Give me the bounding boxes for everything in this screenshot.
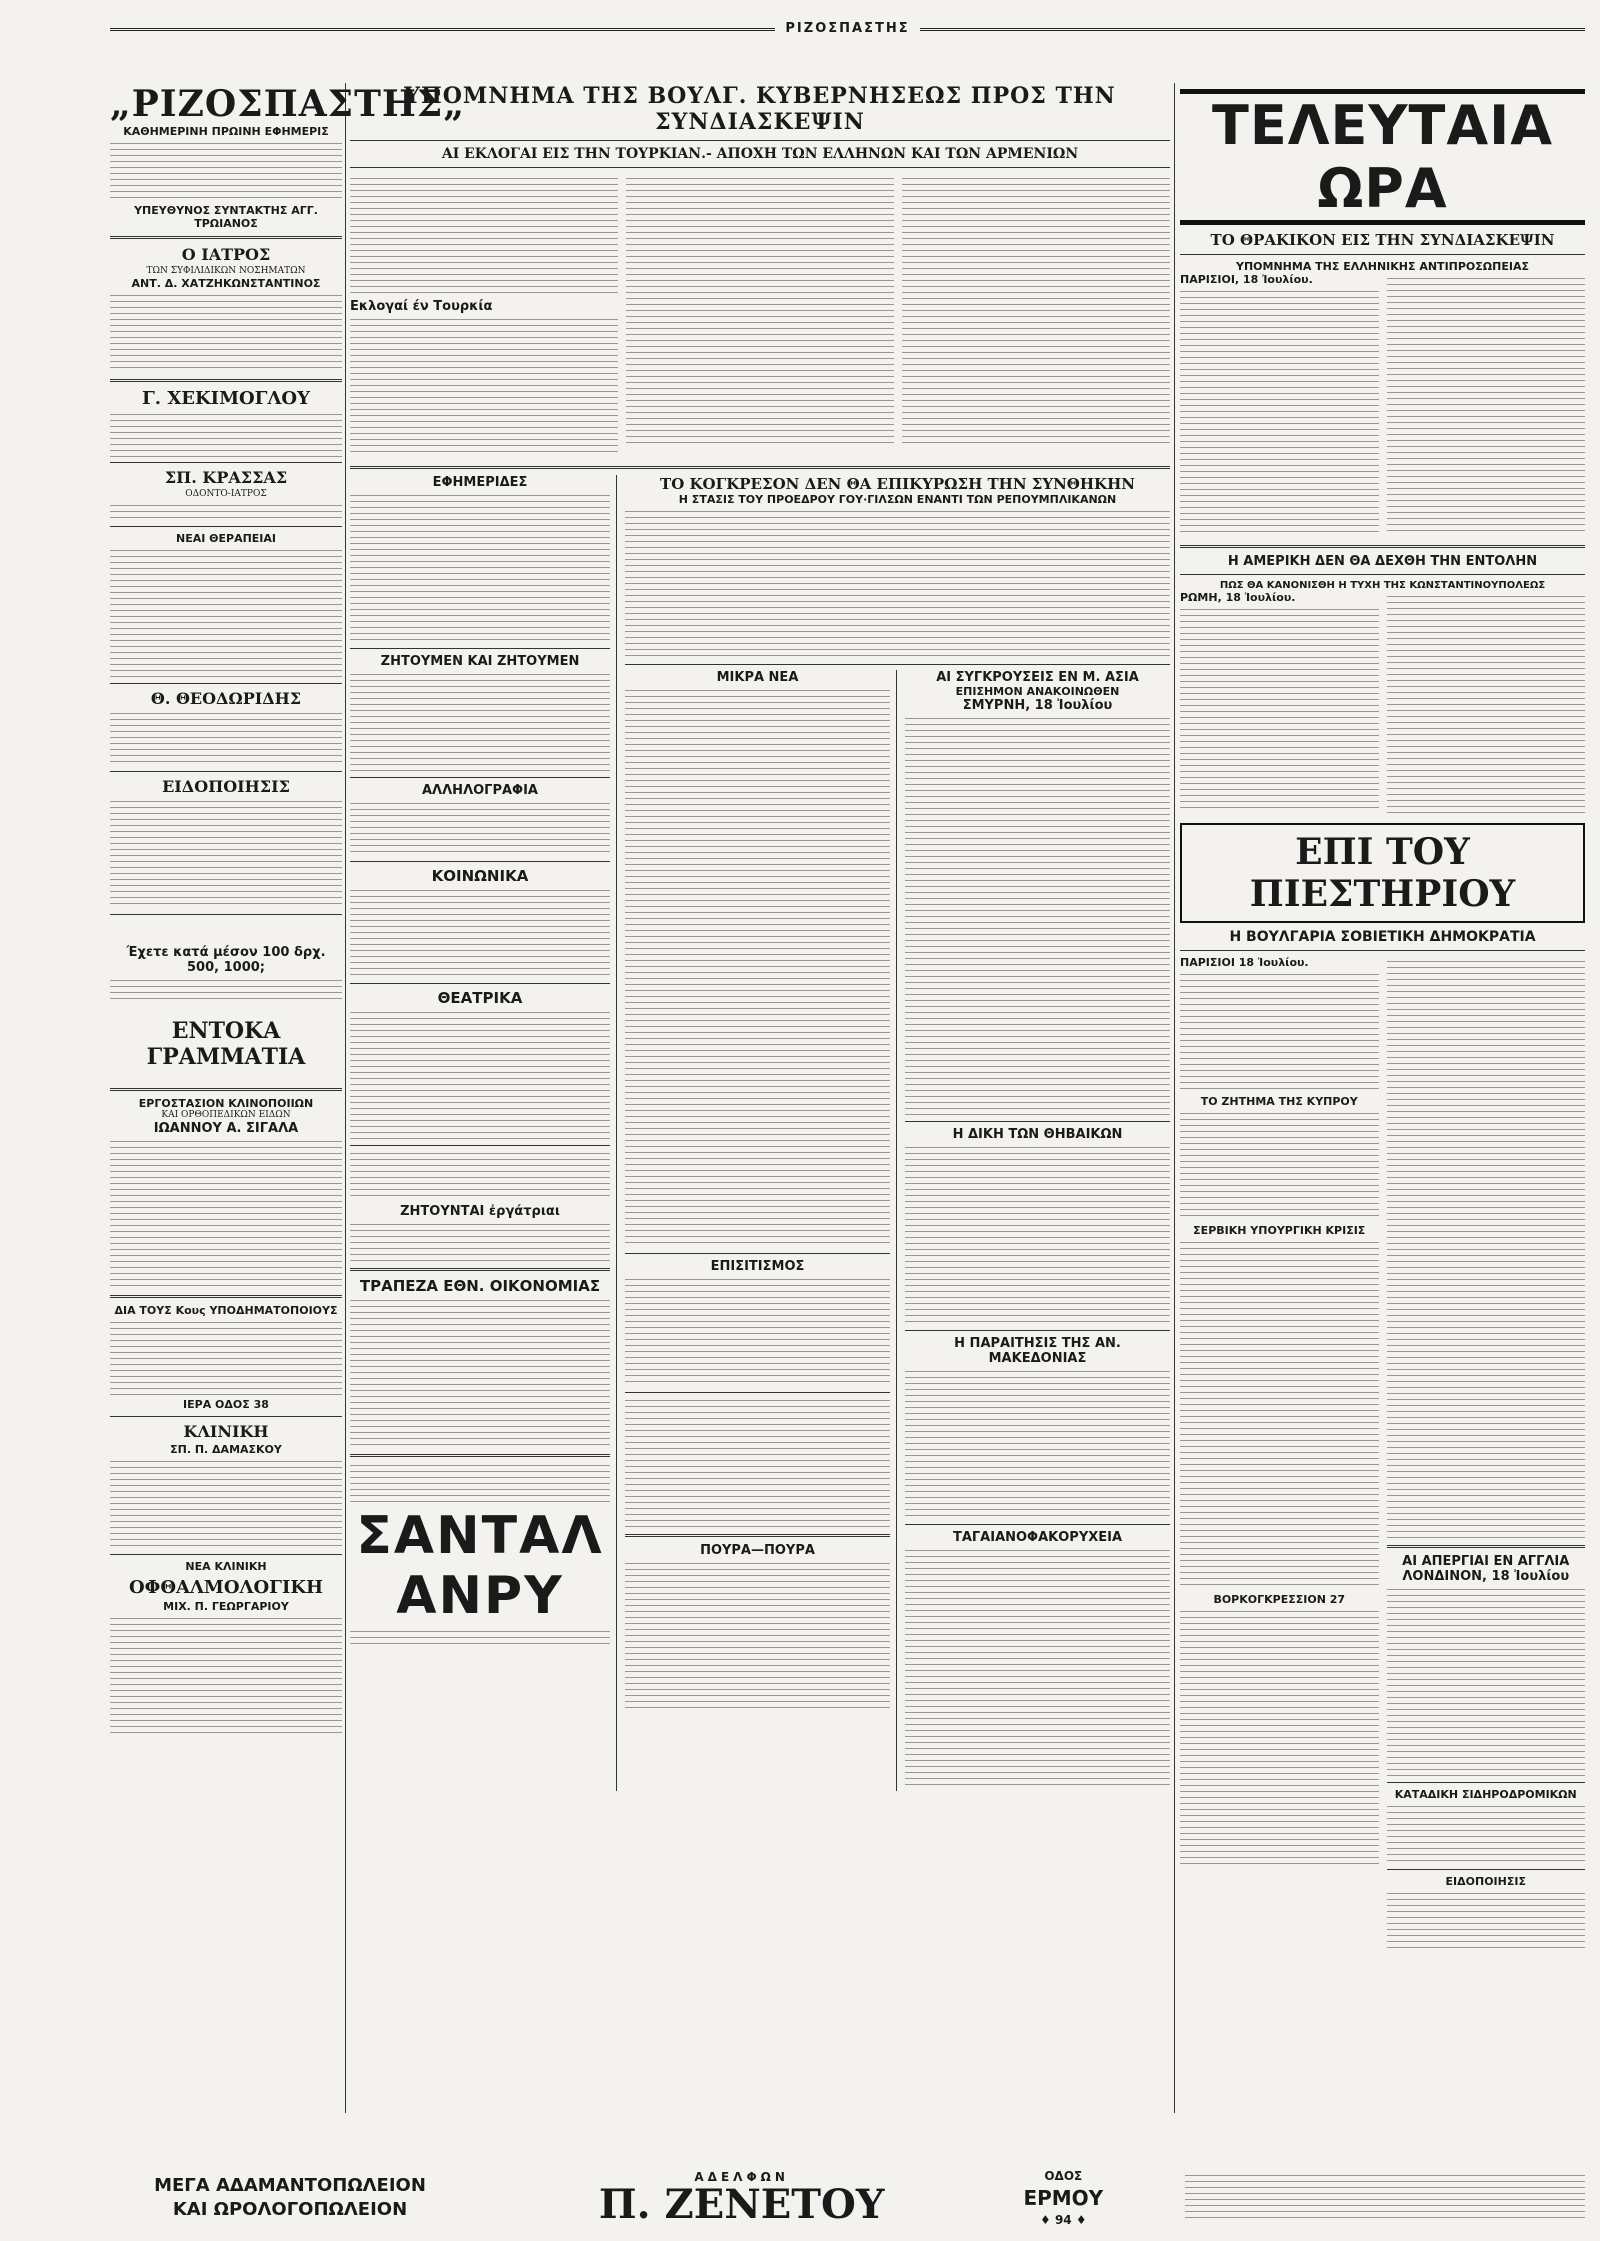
apergiai-headline: ΑΙ ΑΠΕΡΓΙΑΙ ΕΝ ΑΓΓΛΙΑ <box>1402 1554 1570 1569</box>
parisioi-dateline: ΠΑΡΙΣΙΟΙ, 18 Ἰουλίου. <box>1180 273 1313 286</box>
diki-heading: Η ΔΙΚΗ ΤΩΝ ΘΗΒΑΙΚΩΝ <box>952 1127 1123 1142</box>
text-block <box>902 176 1170 446</box>
kogkresso-headline: ΤΟ ΚΟΓΚΡΕΣΟΝ ΔΕΝ ΘΑ ΕΠΙΚΥΡΩΣΗ ΤΗΝ ΣΥΝΘΗΚΗΝ <box>660 475 1135 493</box>
text-block <box>625 1561 890 1711</box>
ergostasion-title: ΕΡΓΟΣΤΑΣΙΟΝ ΚΛΙΝΟΠΟΙΙΩΝ <box>138 1097 314 1110</box>
right-split-3 <box>1180 956 1585 1954</box>
ofthalmologiki: ΟΦΘΑΛΜΟΛΟΓΙΚΗ <box>128 1577 324 1598</box>
makedonias-heading: Η ΠΑΡΑΙΤΗΣΙΣ ΤΗΣ ΑΝ. ΜΑΚΕΔΟΝΙΑΣ <box>954 1336 1121 1366</box>
konst-sub: ΠΩΣ ΘΑ ΚΑΝΟΝΙΣΘΗ Η ΤΥΧΗ ΤΗΣ ΚΩΝΣΤΑΝΤΙΝΟΥΠΟΛΕΩΣ <box>1219 580 1546 591</box>
text-block <box>110 412 342 457</box>
text-block <box>1387 959 1586 1539</box>
text-block <box>350 317 618 457</box>
footer-left <box>110 2174 470 2222</box>
right-split-1 <box>1180 273 1585 539</box>
iera-odos: ΙΕΡΑ ΟΔΟΣ 38 <box>183 1398 269 1411</box>
katadiki-heading: ΚΑΤΑΔΙΚΗ ΣΙΔΗΡΟΔΡΟΜΙΚΩΝ <box>1394 1788 1577 1801</box>
text-block <box>1180 1609 1379 1869</box>
text-block <box>1387 276 1586 536</box>
text-block <box>1387 1891 1586 1951</box>
text-block <box>1180 1240 1379 1590</box>
text-block <box>905 1548 1170 1788</box>
text-block <box>350 1298 610 1448</box>
allilografia-heading: ΑΛΛΗΛΟΓΡΑΦΙΑ <box>422 783 538 798</box>
footer-right-text <box>1185 2170 1585 2226</box>
footer-left-line1: ΜΕΓΑ ΑΔΑΜΑΝΤΟΠΩΛΕΙΟΝ <box>154 2175 426 2196</box>
text-block <box>110 711 342 766</box>
text-block <box>110 1616 342 1736</box>
ekloges-subhead: Εκλογαί έν Τουρκία <box>350 299 493 314</box>
entoka-lead: Έχετε κατά μέσον 100 δρχ. 500, 1000; <box>126 945 326 975</box>
text-block <box>1387 1587 1586 1777</box>
text-block <box>110 978 342 1000</box>
lower-center <box>350 475 1170 1791</box>
text-block <box>1387 1804 1586 1864</box>
anry-ad: ΑΝΡΥ <box>396 1566 564 1626</box>
doctor-sub: ΤΩΝ ΣΥΦΙΛΙΔΙΚΩΝ ΝΟΣΗΜΑΤΩΝ <box>146 266 306 276</box>
londinon-dateline: ΛΟΝΔΙΝΟΝ, 18 Ἰουλίου <box>1402 1569 1570 1584</box>
right-eidopoiisis: ΕΙΔΟΠΟΙΗΣΙΣ <box>1445 1875 1526 1888</box>
ypomnima-sub: ΥΠΟΜΝΗΜΑ ΤΗΣ ΕΛΛΗΝΙΚΗΣ ΑΝΤΙΠΡΟΣΩΠΕΙΑΣ <box>1236 260 1529 273</box>
footer-odos-label: ΟΔΟΣ <box>1044 2169 1083 2183</box>
text-block <box>110 141 342 201</box>
trapeza-heading: ΤΡΑΠΕΖΑ ΕΘΝ. ΟΙΚΟΝΟΜΙΑΣ <box>359 1277 601 1295</box>
footer-number: ♦ 94 ♦ <box>1040 2213 1087 2227</box>
kliniki-name: ΣΠ. Π. ΔΑΜΑΣΚΟΥ <box>170 1443 282 1456</box>
zitountai-heading: ΖΗΤΟΥΝΤΑΙ ἐργάτριαι <box>400 1204 560 1219</box>
footer-adelfon: ΑΔΕΛΦΩΝ <box>694 2170 789 2184</box>
mich-georgariou: ΜΙΧ. Π. ΓΕΩΡΓΑΡΙΟΥ <box>163 1600 289 1613</box>
center-section <box>350 83 1170 2108</box>
footer-middle <box>542 2170 942 2226</box>
text-block <box>350 176 618 296</box>
thrakikon-headline: ΤΟ ΘΡΑΚΙΚΟΝ ΕΙΣ ΤΗΝ ΣΥΝΔΙΑΣΚΕΨΙΝ <box>1210 231 1555 249</box>
parisioi-dateline-2: ΠΑΡΙΣΙΟΙ 18 Ἰουλίου. <box>1180 956 1309 969</box>
masthead-title: „ΡΙΖΟΣΠΑΣΤΗΣ„ <box>110 83 466 125</box>
kogkresso-27: ΒΟΡΚΟΓΚΡΕΣΣΙΟΝ 27 <box>1213 1593 1346 1606</box>
right-column <box>1180 83 1585 2108</box>
text-block <box>1387 594 1586 814</box>
masthead-subtitle: ΚΑΘΗΜΕΡΙΝΗ ΠΡΩΙΝΗ ΕΦΗΜΕΡΙΣ <box>123 125 329 138</box>
right-split-2 <box>1180 591 1585 817</box>
ypodimatopoious-heading: ΔΙΑ ΤΟΥΣ Κους ΥΠΟΔΗΜΑΤΟΠΟΙΟΥΣ <box>114 1304 338 1317</box>
text-block <box>1180 1111 1379 1221</box>
running-head: ΡΙΖΟΣΠΑΣΤΗΣ <box>110 21 1585 36</box>
koinonika-heading: ΚΟΙΝΩΝΙΚΑ <box>431 867 529 885</box>
eidopoiisis-heading: ΕΙΔΟΠΟΙΗΣΙΣ <box>162 777 290 796</box>
text-block <box>1185 2173 1585 2223</box>
entoka-grammatia: ΕΝΤΟΚΑ ΓΡΑΜΜΑΤΙΑ <box>146 1018 306 1070</box>
zitima-kyprou: ΤΟ ΖΗΤΗΜΑ ΤΗΣ ΚΥΠΡΟΥ <box>1200 1095 1358 1108</box>
column-rule <box>1174 83 1175 2113</box>
mid-split <box>625 670 1170 1791</box>
text-block <box>350 672 610 772</box>
text-block <box>625 1398 890 1528</box>
text-block <box>1180 607 1379 812</box>
editor-line: ΥΠΕΥΘΥΝΟΣ ΣΥΝΤΑΚΤΗΣ ΑΓΓ. ΤΡΩΙΑΝΟΣ <box>134 204 318 230</box>
tagaiano-heading: ΤΑΓΑΙΑΝΟΦΑΚΟΡΥΧΕΙΑ <box>952 1530 1123 1545</box>
text-block <box>905 716 1170 1116</box>
footer-zenetou: Π. ΖΕΝΕΤΟΥ <box>598 2181 885 2228</box>
smyrni-dateline: ΣΜΥΡΝΗ, 18 Ἰουλίου <box>962 698 1113 713</box>
ergostasion-name: ΙΩΑΝΝΟΥ Α. ΣΙΓΑΛΑ <box>153 1121 299 1136</box>
column-rule <box>345 83 346 2113</box>
text-block <box>110 799 342 909</box>
krassas-sub: ΟΔΟΝΤΟ-ΙΑΤΡΟΣ <box>185 489 267 499</box>
nees-therapeiai: ΝΕΑΙ ΘΕΡΑΠΕΙΑΙ <box>175 532 276 545</box>
text-block <box>625 509 1170 659</box>
text-block <box>350 888 610 978</box>
text-block <box>905 1369 1170 1519</box>
main-headline: ΥΠΟΜΝΗΜΑ ΤΗΣ ΒΟΥΛΓ. ΚΥΒΕΡΝΗΣΕΩΣ ΠΡΟΣ ΤΗΝ ΣΥΝΔΙΑΣΚΕΨΙΝ <box>404 83 1116 135</box>
main-subheadline: ΑΙ ΕΚΛΟΓΑΙ ΕΙΣ ΤΗΝ ΤΟΥΡΚΙΑΝ.- ΑΠΟΧΗ ΤΩΝ ΕΛΛΗΝΩΝ ΚΑΙ ΤΩΝ ΑΡΜΕΝΙΩΝ <box>441 146 1079 162</box>
ergostasion-sub: ΚΑΙ ΟΡΘΟΠΕΔΙΚΩΝ ΕΙΔΩΝ <box>161 1110 291 1120</box>
theatrika-heading: ΘΕΑΤΡΙΚΑ <box>437 989 523 1007</box>
kogkresso-sub: Η ΣΤΑΣΙΣ ΤΟΥ ΠΡΟΕΔΡΟΥ ΓΟΥ·ΓΙΛΣΩΝ ΕΝΑΝΤΙ ΤΩΝ ΡΕΠΟΥΜΠΛΙΚΑΝΩΝ <box>678 493 1117 506</box>
amerikh-headline: Η ΑΜΕΡΙΚΗ ΔΕΝ ΘΑ ΔΕΧΘΗ ΤΗΝ ΕΝΤΟΛΗΝ <box>1227 554 1538 569</box>
text-block <box>905 1145 1170 1325</box>
doctor-name: ΑΝΤ. Δ. ΧΑΤΖΗΚΩΝΣΤΑΝΤΙΝΟΣ <box>131 277 321 290</box>
serviki-krisis: ΣΕΡΒΙΚΗ ΥΠΟΥΡΓΙΚΗ ΚΡΙΣΙΣ <box>1193 1224 1366 1237</box>
headline-columns <box>350 173 1170 460</box>
santal-ad: ΣΑΝΤΑΛ <box>356 1506 604 1566</box>
footer-ad <box>110 2168 1585 2228</box>
episitismos-heading: ΕΠΙΣΙΤΙΣΜΟΣ <box>710 1259 805 1274</box>
text-block <box>350 493 610 643</box>
page-frame <box>110 21 1585 2171</box>
text-block <box>350 1222 610 1262</box>
text-block <box>1180 972 1379 1092</box>
footer-ermou: ΕΡΜΟΥ <box>1023 2186 1104 2210</box>
text-block <box>110 1320 342 1395</box>
voulgaria-headline: Η ΒΟΥΛΓΑΡΙΑ ΣΟΒΙΕΤΙΚΗ ΔΗΜΟΚΡΑΤΙΑ <box>1229 929 1536 945</box>
piestirio-banner: ΕΠΙ ΤΟΥ ΠΙΕΣΤΗΡΙΟΥ <box>1180 823 1585 923</box>
kliniki-heading: ΚΛΙΝΙΚΗ <box>183 1422 269 1441</box>
footer-odos <box>1013 2165 1113 2231</box>
text-block <box>350 1463 610 1503</box>
zitoumen-heading: ΖΗΤΟΥΜΕΝ ΚΑΙ ΖΗΤΟΥΜΕΝ <box>380 654 580 669</box>
text-block <box>625 1277 890 1387</box>
text-block <box>350 1010 610 1140</box>
krassas-ad: ΣΠ. ΚΡΑΣΣΑΣ <box>164 468 288 487</box>
nea-kliniki: ΝΕΑ ΚΛΙΝΙΚΗ <box>185 1560 267 1573</box>
text-block <box>350 1629 610 1649</box>
text-block <box>350 801 610 856</box>
footer-left-line2: ΚΑΙ ΩΡΟΛΟΓΟΠΩΛΕΙΟΝ <box>172 2199 408 2220</box>
efimerides-heading: ΕΦΗΜΕΡΙΔΕΣ <box>432 475 528 490</box>
text-block <box>350 1151 610 1201</box>
theodoridis-ad: Θ. ΘΕΟΔΩΡΙΔΗΣ <box>150 689 302 708</box>
text-block <box>110 548 342 678</box>
text-block <box>110 503 342 521</box>
sygkrouseis-sub: ΕΠΙΣΗΜΟΝ ΑΝΑΚΟΙΝΩΘΕΝ <box>955 685 1120 698</box>
text-block <box>1180 289 1379 534</box>
poura-heading: ΠΟΥΡΑ—ΠΟΥΡΑ <box>700 1543 815 1558</box>
text-block <box>110 1459 342 1549</box>
sygkrouseis-heading: ΑΙ ΣΥΓΚΡΟΥΣΕΙΣ ΕΝ Μ. ΑΣΙΑ <box>936 670 1139 685</box>
text-block <box>110 1139 342 1289</box>
doctor-title: Ο ΙΑΤΡΟΣ <box>181 245 271 264</box>
romi-dateline: ΡΩΜΗ, 18 Ἰουλίου. <box>1180 591 1296 604</box>
hekimoglou-ad: Γ. ΧΕΚΙΜΟΓΛΟΥ <box>142 388 310 409</box>
text-block <box>110 293 342 373</box>
text-block <box>626 176 894 446</box>
text-block <box>625 688 890 1248</box>
mikra-nea-heading: ΜΙΚΡΑ ΝΕΑ <box>716 670 799 685</box>
teleutaia-ora: ΤΕΛΕΥΤΑΙΑ ΩΡΑ <box>1180 89 1585 225</box>
